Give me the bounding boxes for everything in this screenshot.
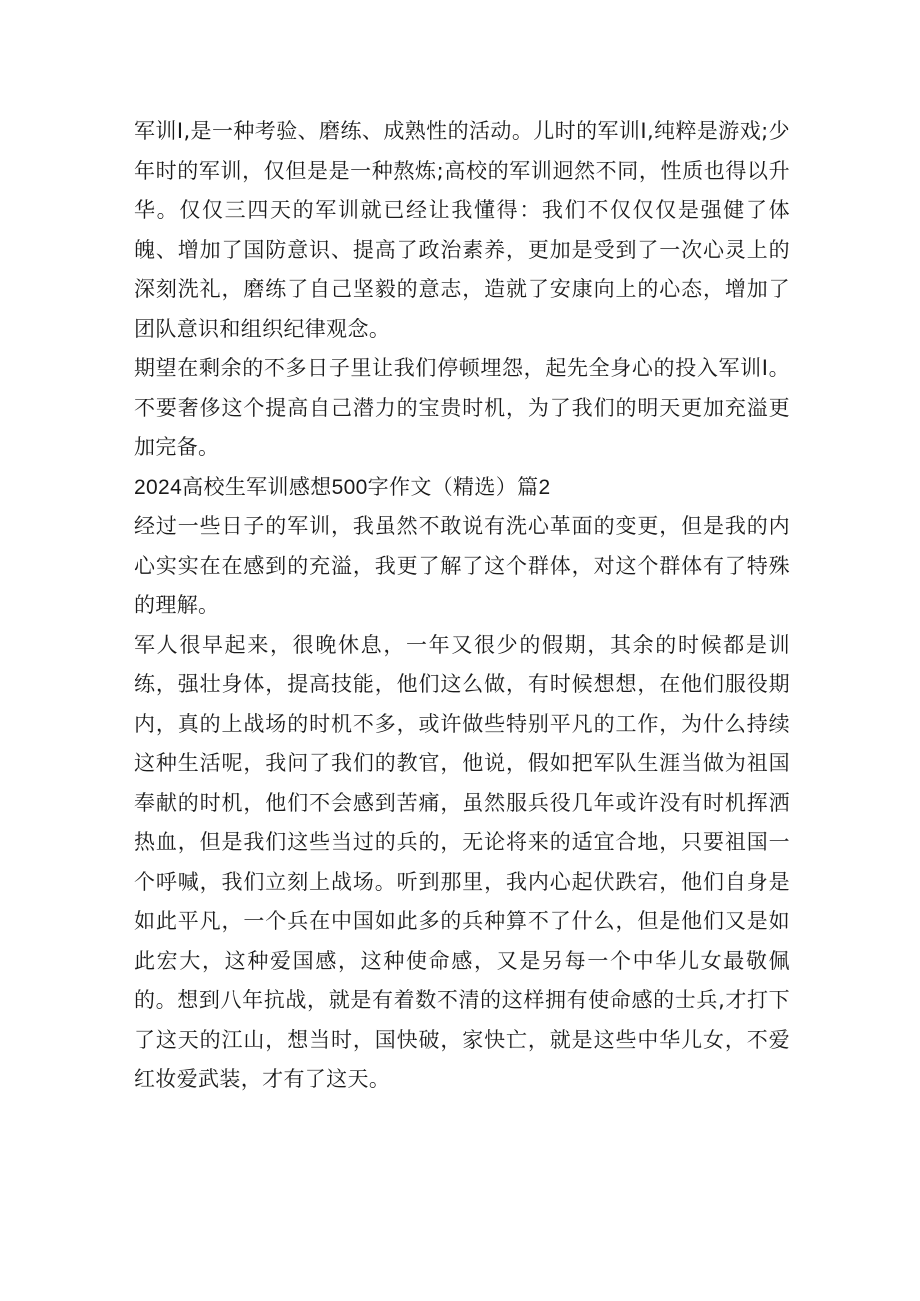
paragraph-military-training-intro: 军训Ⅰ,是一种考验、磨练、成熟性的活动。儿时的军训Ⅰ,纯粹是游戏;少年时的军训，仅但是是一种熬炼;高校的军训迥然不同，性质也得以升华。仅仅三四天的军训就已经让我懂得：我们不仅仅仅是强健了体魄、增加了国防意识、提高了政治素养，更加是受到了一次心灵上的深刻洗礼，磨练了自己坚毅的意志，造就了安康向上的心态，增加了团队意识和组织纪律观念。 <box>134 119 790 341</box>
paragraph-soldiers: 军人很早起来，很晚休息，一年又很少的假期，其余的时候都是训练，强壮身体，提高技能，他们这么做，有时候想想，在他们服役期内，真的上战场的时机不多，或许做些特别平凡的工作，为什么持续这种生活呢，我问了我们的教官，他说，假如把军队生涯当做为祖国奉献的时机，他们不会感到苦痛，虽然服兵役几年或许没有时机挥洒热血，但是我们这些当过的兵的，无论将来的适宜合地，只要祖国一个呼喊，我们立刻上战场。听到那里，我内心起伏跌宕，他们自身是如此平凡，一个兵在中国如此多的兵种算不了什么，但是他们又是如此宏大，这种爱国感，这种使命感，又是另每一个中华儿女最敬佩的。想到八年抗战，就是有着数不清的这样拥有使命感的士兵,才打下了这天的江山，想当时，国快破，家快亡，就是这些中华儿女，不爱红妆爱武装，才有了这天。 <box>134 632 790 1091</box>
section-heading: 2024高校生军训感想500字作文（精选）篇2 <box>134 475 551 499</box>
document-body <box>134 112 790 1100</box>
paragraph-experience: 经过一些日子的军训，我虽然不敢说有洗心革面的变更，但是我的内心实实在在感到的充溢，我更了解了这个群体，对这个群体有了特殊的理解。 <box>134 514 790 617</box>
paragraph-hope: 期望在剩余的不多日子里让我们停顿埋怨，起先全身心的投入军训Ⅰ。不要奢侈这个提高自己潜力的宝贵时机，为了我们的明天更加充溢更加完备。 <box>134 356 790 459</box>
